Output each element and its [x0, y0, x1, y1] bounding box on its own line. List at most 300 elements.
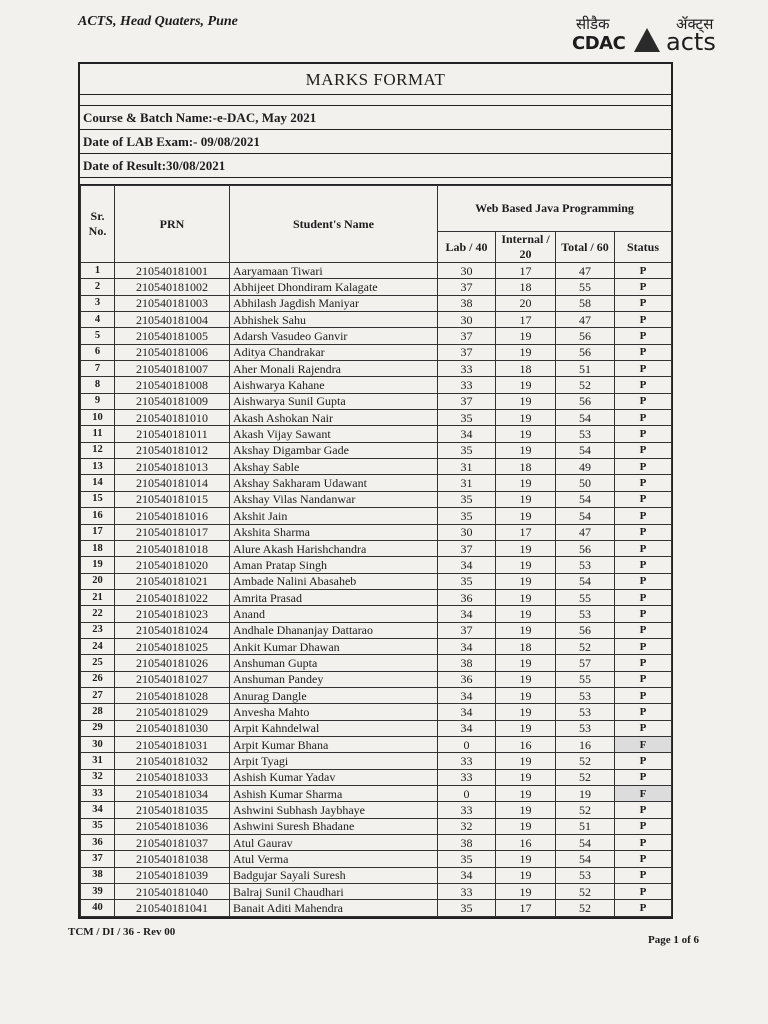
- prn-cell: 210540181017: [115, 524, 230, 540]
- lab-marks-cell: 31: [438, 459, 496, 475]
- header-internal: Internal / 20: [496, 232, 556, 263]
- prn-cell: 210540181039: [115, 867, 230, 883]
- internal-marks-cell: 17: [496, 312, 556, 328]
- prn-cell: 210540181009: [115, 393, 230, 409]
- status-cell: P: [615, 263, 672, 279]
- total-marks-cell: 56: [556, 622, 615, 638]
- status-cell: F: [615, 736, 672, 752]
- course-batch-name: Course & Batch Name:-e-DAC, May 2021: [80, 106, 671, 130]
- sr-no-cell: 6: [81, 344, 115, 360]
- lab-marks-cell: 30: [438, 312, 496, 328]
- prn-cell: 210540181027: [115, 671, 230, 687]
- prn-cell: 210540181041: [115, 900, 230, 916]
- sr-no-cell: 36: [81, 835, 115, 851]
- header-sr-no: Sr. No.: [81, 186, 115, 263]
- lab-marks-cell: 35: [438, 851, 496, 867]
- total-marks-cell: 53: [556, 720, 615, 736]
- logo-cdac-text: CDAC: [572, 33, 626, 54]
- prn-cell: 210540181003: [115, 295, 230, 311]
- student-name-cell: Aman Pratap Singh: [230, 557, 438, 573]
- total-marks-cell: 53: [556, 606, 615, 622]
- table-row: [81, 344, 672, 360]
- status-cell: P: [615, 524, 672, 540]
- student-name-cell: Adarsh Vasudeo Ganvir: [230, 328, 438, 344]
- internal-marks-cell: 19: [496, 491, 556, 507]
- internal-marks-cell: 19: [496, 328, 556, 344]
- sr-no-cell: 8: [81, 377, 115, 393]
- total-marks-cell: 53: [556, 557, 615, 573]
- prn-cell: 210540181014: [115, 475, 230, 491]
- sr-no-cell: 38: [81, 867, 115, 883]
- internal-marks-cell: 19: [496, 622, 556, 638]
- table-row: [81, 410, 672, 426]
- total-marks-cell: 54: [556, 508, 615, 524]
- status-cell: P: [615, 753, 672, 769]
- prn-cell: 210540181012: [115, 442, 230, 458]
- prn-cell: 210540181005: [115, 328, 230, 344]
- table-row: [81, 704, 672, 720]
- status-cell: P: [615, 295, 672, 311]
- status-cell: P: [615, 540, 672, 556]
- lab-marks-cell: 37: [438, 622, 496, 638]
- status-cell: P: [615, 622, 672, 638]
- total-marks-cell: 52: [556, 884, 615, 900]
- sr-no-cell: 35: [81, 818, 115, 834]
- sr-no-cell: 39: [81, 884, 115, 900]
- total-marks-cell: 53: [556, 867, 615, 883]
- logo-triangle-icon: [634, 28, 660, 52]
- prn-cell: 210540181021: [115, 573, 230, 589]
- prn-cell: 210540181023: [115, 606, 230, 622]
- prn-cell: 210540181031: [115, 736, 230, 752]
- internal-marks-cell: 19: [496, 704, 556, 720]
- prn-cell: 210540181032: [115, 753, 230, 769]
- student-name-cell: Alure Akash Harishchandra: [230, 540, 438, 556]
- status-cell: P: [615, 393, 672, 409]
- table-row: [81, 802, 672, 818]
- lab-marks-cell: 36: [438, 671, 496, 687]
- internal-marks-cell: 19: [496, 818, 556, 834]
- spacer-row: [80, 178, 671, 185]
- total-marks-cell: 53: [556, 426, 615, 442]
- student-name-cell: Akash Ashokan Nair: [230, 410, 438, 426]
- total-marks-cell: 55: [556, 589, 615, 605]
- student-name-cell: Aditya Chandrakar: [230, 344, 438, 360]
- student-name-cell: Banait Aditi Mahendra: [230, 900, 438, 916]
- sr-no-cell: 21: [81, 589, 115, 605]
- prn-cell: 210540181018: [115, 540, 230, 556]
- prn-cell: 210540181020: [115, 557, 230, 573]
- prn-cell: 210540181022: [115, 589, 230, 605]
- status-cell: P: [615, 687, 672, 703]
- status-cell: P: [615, 867, 672, 883]
- internal-marks-cell: 17: [496, 524, 556, 540]
- sr-no-cell: 12: [81, 442, 115, 458]
- student-name-cell: Abhijeet Dhondiram Kalagate: [230, 279, 438, 295]
- status-cell: P: [615, 884, 672, 900]
- lab-marks-cell: 35: [438, 900, 496, 916]
- sr-no-cell: 22: [81, 606, 115, 622]
- status-cell: P: [615, 410, 672, 426]
- total-marks-cell: 51: [556, 818, 615, 834]
- status-cell: P: [615, 573, 672, 589]
- table-row: [81, 606, 672, 622]
- status-cell: P: [615, 900, 672, 916]
- lab-marks-cell: 35: [438, 508, 496, 524]
- lab-marks-cell: 0: [438, 786, 496, 802]
- total-marks-cell: 54: [556, 410, 615, 426]
- sr-no-cell: 33: [81, 786, 115, 802]
- header-prn: PRN: [115, 186, 230, 263]
- spacer-row: [80, 95, 671, 106]
- internal-marks-cell: 19: [496, 393, 556, 409]
- sr-no-cell: 34: [81, 802, 115, 818]
- student-name-cell: Ambade Nalini Abasaheb: [230, 573, 438, 589]
- internal-marks-cell: 19: [496, 687, 556, 703]
- total-marks-cell: 56: [556, 328, 615, 344]
- internal-marks-cell: 19: [496, 851, 556, 867]
- student-name-cell: Akshay Sable: [230, 459, 438, 475]
- internal-marks-cell: 17: [496, 900, 556, 916]
- lab-marks-cell: 35: [438, 491, 496, 507]
- prn-cell: 210540181037: [115, 835, 230, 851]
- table-row: [81, 769, 672, 785]
- sr-no-cell: 3: [81, 295, 115, 311]
- prn-cell: 210540181007: [115, 361, 230, 377]
- status-cell: P: [615, 769, 672, 785]
- lab-marks-cell: 37: [438, 328, 496, 344]
- table-row: [81, 671, 672, 687]
- sr-no-cell: 24: [81, 638, 115, 654]
- status-cell: P: [615, 589, 672, 605]
- prn-cell: 210540181040: [115, 884, 230, 900]
- lab-marks-cell: 37: [438, 279, 496, 295]
- sr-no-cell: 7: [81, 361, 115, 377]
- prn-cell: 210540181036: [115, 818, 230, 834]
- status-cell: P: [615, 377, 672, 393]
- lab-marks-cell: 34: [438, 720, 496, 736]
- prn-cell: 210540181001: [115, 263, 230, 279]
- internal-marks-cell: 19: [496, 671, 556, 687]
- prn-cell: 210540181010: [115, 410, 230, 426]
- sr-no-cell: 27: [81, 687, 115, 703]
- prn-cell: 210540181015: [115, 491, 230, 507]
- lab-marks-cell: 38: [438, 295, 496, 311]
- sr-no-cell: 4: [81, 312, 115, 328]
- status-cell: P: [615, 818, 672, 834]
- table-row: [81, 851, 672, 867]
- internal-marks-cell: 19: [496, 573, 556, 589]
- student-name-cell: Akshay Vilas Nandanwar: [230, 491, 438, 507]
- internal-marks-cell: 18: [496, 459, 556, 475]
- prn-cell: 210540181038: [115, 851, 230, 867]
- lab-marks-cell: 36: [438, 589, 496, 605]
- total-marks-cell: 56: [556, 344, 615, 360]
- table-row: [81, 459, 672, 475]
- lab-marks-cell: 37: [438, 344, 496, 360]
- student-name-cell: Arpit Kumar Bhana: [230, 736, 438, 752]
- sr-no-cell: 15: [81, 491, 115, 507]
- total-marks-cell: 50: [556, 475, 615, 491]
- total-marks-cell: 52: [556, 802, 615, 818]
- sr-no-cell: 40: [81, 900, 115, 916]
- total-marks-cell: 55: [556, 279, 615, 295]
- internal-marks-cell: 19: [496, 753, 556, 769]
- prn-cell: 210540181026: [115, 655, 230, 671]
- student-name-cell: Atul Gaurav: [230, 835, 438, 851]
- table-row: [81, 736, 672, 752]
- total-marks-cell: 47: [556, 263, 615, 279]
- organization-name: ACTS, Head Quaters, Pune: [78, 14, 238, 29]
- internal-marks-cell: 19: [496, 802, 556, 818]
- sr-no-cell: 17: [81, 524, 115, 540]
- total-marks-cell: 49: [556, 459, 615, 475]
- total-marks-cell: 56: [556, 393, 615, 409]
- table-row: [81, 900, 672, 916]
- total-marks-cell: 55: [556, 671, 615, 687]
- prn-cell: 210540181034: [115, 786, 230, 802]
- table-row: [81, 524, 672, 540]
- internal-marks-cell: 18: [496, 361, 556, 377]
- lab-marks-cell: 33: [438, 377, 496, 393]
- sr-no-cell: 10: [81, 410, 115, 426]
- sr-no-cell: 18: [81, 540, 115, 556]
- prn-cell: 210540181029: [115, 704, 230, 720]
- table-row: [81, 589, 672, 605]
- total-marks-cell: 52: [556, 638, 615, 654]
- total-marks-cell: 52: [556, 753, 615, 769]
- sr-no-cell: 14: [81, 475, 115, 491]
- prn-cell: 210540181035: [115, 802, 230, 818]
- internal-marks-cell: 18: [496, 638, 556, 654]
- student-name-cell: Atul Verma: [230, 851, 438, 867]
- internal-marks-cell: 19: [496, 589, 556, 605]
- internal-marks-cell: 19: [496, 867, 556, 883]
- student-name-cell: Aishwarya Kahane: [230, 377, 438, 393]
- sr-no-cell: 13: [81, 459, 115, 475]
- student-name-cell: Andhale Dhananjay Dattarao: [230, 622, 438, 638]
- student-name-cell: Ashwini Subhash Jaybhaye: [230, 802, 438, 818]
- prn-cell: 210540181004: [115, 312, 230, 328]
- internal-marks-cell: 19: [496, 786, 556, 802]
- internal-marks-cell: 19: [496, 442, 556, 458]
- student-name-cell: Aishwarya Sunil Gupta: [230, 393, 438, 409]
- cdac-acts-logo: [570, 14, 730, 54]
- internal-marks-cell: 19: [496, 475, 556, 491]
- table-row: [81, 442, 672, 458]
- result-date: Date of Result:30/08/2021: [80, 154, 671, 178]
- sr-no-cell: 29: [81, 720, 115, 736]
- lab-exam-date: Date of LAB Exam:- 09/08/2021: [80, 130, 671, 154]
- student-name-cell: Ashwini Suresh Bhadane: [230, 818, 438, 834]
- status-cell: P: [615, 491, 672, 507]
- student-name-cell: Anshuman Gupta: [230, 655, 438, 671]
- sr-no-cell: 16: [81, 508, 115, 524]
- table-row: [81, 279, 672, 295]
- prn-cell: 210540181008: [115, 377, 230, 393]
- prn-cell: 210540181025: [115, 638, 230, 654]
- total-marks-cell: 52: [556, 769, 615, 785]
- status-cell: P: [615, 312, 672, 328]
- internal-marks-cell: 16: [496, 736, 556, 752]
- internal-marks-cell: 19: [496, 606, 556, 622]
- sr-no-cell: 5: [81, 328, 115, 344]
- lab-marks-cell: 34: [438, 557, 496, 573]
- table-row: [81, 638, 672, 654]
- lab-marks-cell: 34: [438, 867, 496, 883]
- sr-no-cell: 26: [81, 671, 115, 687]
- student-name-cell: Amrita Prasad: [230, 589, 438, 605]
- sr-no-cell: 2: [81, 279, 115, 295]
- table-row: [81, 361, 672, 377]
- lab-marks-cell: 33: [438, 884, 496, 900]
- internal-marks-cell: 19: [496, 426, 556, 442]
- table-row: [81, 753, 672, 769]
- table-row: [81, 508, 672, 524]
- total-marks-cell: 47: [556, 312, 615, 328]
- student-name-cell: Akash Vijay Sawant: [230, 426, 438, 442]
- student-name-cell: Anshuman Pandey: [230, 671, 438, 687]
- lab-marks-cell: 34: [438, 704, 496, 720]
- sr-no-cell: 20: [81, 573, 115, 589]
- student-name-cell: Badgujar Sayali Suresh: [230, 867, 438, 883]
- prn-cell: 210540181013: [115, 459, 230, 475]
- header-status: Status: [615, 232, 672, 263]
- status-cell: P: [615, 361, 672, 377]
- table-row: [81, 884, 672, 900]
- total-marks-cell: 57: [556, 655, 615, 671]
- logo-acts-text: acts: [666, 28, 716, 56]
- total-marks-cell: 54: [556, 835, 615, 851]
- form-code: TCM / DI / 36 - Rev 00: [68, 926, 176, 938]
- internal-marks-cell: 19: [496, 655, 556, 671]
- total-marks-cell: 56: [556, 540, 615, 556]
- internal-marks-cell: 19: [496, 720, 556, 736]
- student-name-cell: Balraj Sunil Chaudhari: [230, 884, 438, 900]
- sr-no-cell: 31: [81, 753, 115, 769]
- status-cell: P: [615, 475, 672, 491]
- prn-cell: 210540181033: [115, 769, 230, 785]
- prn-cell: 210540181016: [115, 508, 230, 524]
- header-student-name: Student's Name: [230, 186, 438, 263]
- internal-marks-cell: 19: [496, 540, 556, 556]
- sr-no-cell: 28: [81, 704, 115, 720]
- total-marks-cell: 53: [556, 704, 615, 720]
- sr-no-cell: 25: [81, 655, 115, 671]
- student-name-cell: Ankit Kumar Dhawan: [230, 638, 438, 654]
- total-marks-cell: 54: [556, 491, 615, 507]
- total-marks-cell: 53: [556, 687, 615, 703]
- student-name-cell: Anand: [230, 606, 438, 622]
- sr-no-cell: 9: [81, 393, 115, 409]
- student-name-cell: Akshita Sharma: [230, 524, 438, 540]
- prn-cell: 210540181030: [115, 720, 230, 736]
- status-cell: P: [615, 655, 672, 671]
- lab-marks-cell: 37: [438, 393, 496, 409]
- logo-hindi-acts: ॲक्ट्स: [676, 15, 714, 33]
- status-cell: P: [615, 638, 672, 654]
- table-row: [81, 573, 672, 589]
- lab-marks-cell: 31: [438, 475, 496, 491]
- table-row: [81, 263, 672, 279]
- lab-marks-cell: 34: [438, 426, 496, 442]
- sr-no-cell: 32: [81, 769, 115, 785]
- student-name-cell: Arpit Kahndelwal: [230, 720, 438, 736]
- marks-table-body: [81, 263, 672, 917]
- lab-marks-cell: 30: [438, 524, 496, 540]
- student-name-cell: Anvesha Mahto: [230, 704, 438, 720]
- status-cell: F: [615, 786, 672, 802]
- status-cell: P: [615, 508, 672, 524]
- student-name-cell: Arpit Tyagi: [230, 753, 438, 769]
- page-number: Page 1 of 6: [648, 934, 700, 946]
- lab-marks-cell: 33: [438, 361, 496, 377]
- student-name-cell: Aher Monali Rajendra: [230, 361, 438, 377]
- sr-no-cell: 11: [81, 426, 115, 442]
- table-row: [81, 867, 672, 883]
- sr-no-cell: 37: [81, 851, 115, 867]
- internal-marks-cell: 19: [496, 769, 556, 785]
- student-name-cell: Abhilash Jagdish Maniyar: [230, 295, 438, 311]
- total-marks-cell: 47: [556, 524, 615, 540]
- lab-marks-cell: 35: [438, 573, 496, 589]
- lab-marks-cell: 34: [438, 606, 496, 622]
- student-name-cell: Akshay Sakharam Udawant: [230, 475, 438, 491]
- sr-no-cell: 19: [81, 557, 115, 573]
- status-cell: P: [615, 328, 672, 344]
- header-total: Total / 60: [556, 232, 615, 263]
- status-cell: P: [615, 279, 672, 295]
- logo-hindi-cdac: सीडैक: [576, 15, 610, 33]
- status-cell: P: [615, 442, 672, 458]
- student-name-cell: Akshay Digambar Gade: [230, 442, 438, 458]
- lab-marks-cell: 33: [438, 753, 496, 769]
- table-row: [81, 786, 672, 802]
- total-marks-cell: 58: [556, 295, 615, 311]
- table-row: [81, 312, 672, 328]
- table-row: [81, 377, 672, 393]
- student-name-cell: Akshit Jain: [230, 508, 438, 524]
- prn-cell: 210540181024: [115, 622, 230, 638]
- student-name-cell: Aaryamaan Tiwari: [230, 263, 438, 279]
- table-row: [81, 720, 672, 736]
- header-lab: Lab / 40: [438, 232, 496, 263]
- status-cell: P: [615, 459, 672, 475]
- lab-marks-cell: 38: [438, 655, 496, 671]
- lab-marks-cell: 33: [438, 802, 496, 818]
- marks-table: [80, 185, 672, 917]
- lab-marks-cell: 38: [438, 835, 496, 851]
- lab-marks-cell: 37: [438, 540, 496, 556]
- marks-sheet: [78, 62, 673, 919]
- prn-cell: 210540181028: [115, 687, 230, 703]
- table-row: [81, 557, 672, 573]
- total-marks-cell: 19: [556, 786, 615, 802]
- internal-marks-cell: 19: [496, 557, 556, 573]
- total-marks-cell: 51: [556, 361, 615, 377]
- sr-no-cell: 1: [81, 263, 115, 279]
- table-row: [81, 295, 672, 311]
- lab-marks-cell: 33: [438, 769, 496, 785]
- total-marks-cell: 52: [556, 377, 615, 393]
- internal-marks-cell: 17: [496, 263, 556, 279]
- table-row: [81, 818, 672, 834]
- internal-marks-cell: 19: [496, 884, 556, 900]
- sr-no-cell: 30: [81, 736, 115, 752]
- internal-marks-cell: 19: [496, 410, 556, 426]
- total-marks-cell: 16: [556, 736, 615, 752]
- status-cell: P: [615, 851, 672, 867]
